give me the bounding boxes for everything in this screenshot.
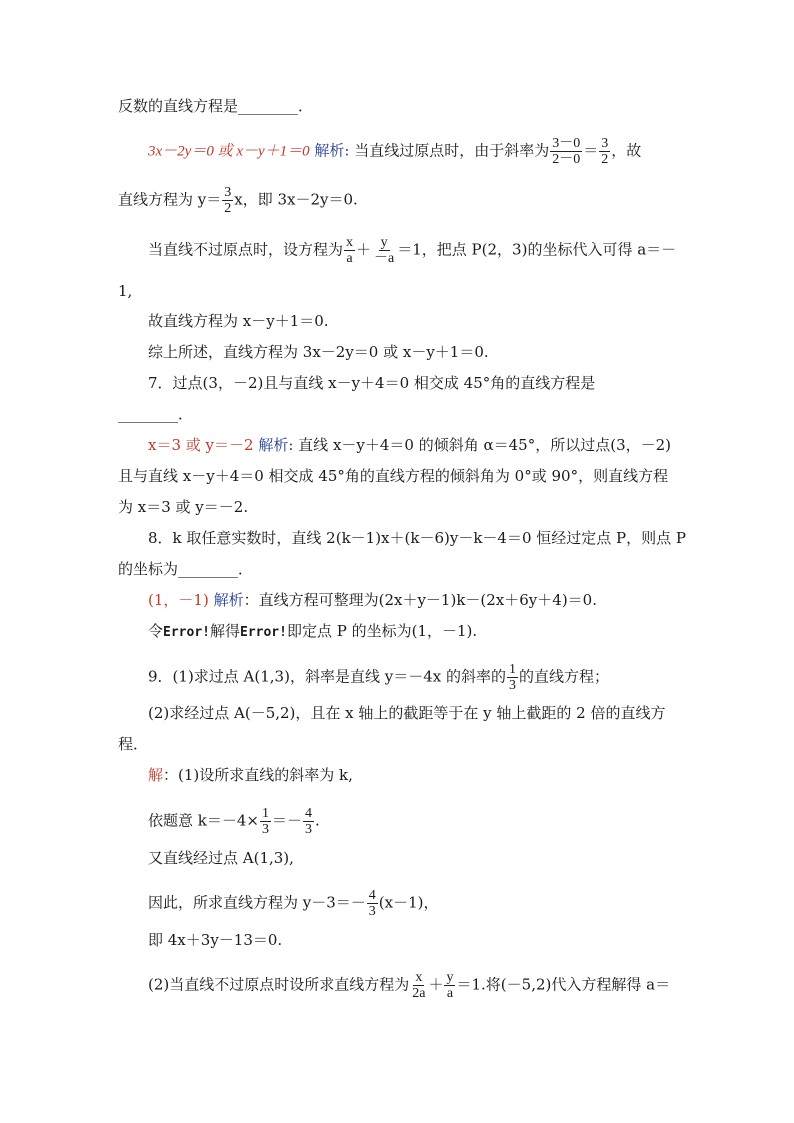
text-line: 直线方程为 y＝ $\frac{3}{2}$ x，即 3x－2y＝0.	[118, 185, 358, 216]
solution-line: 解：(1)设所求直线的斜率为 k,	[148, 766, 353, 784]
fraction: $\frac{y}{a}$	[446, 970, 454, 1001]
error-marker: Error!	[163, 625, 210, 640]
text-line: 故直线方程为 x－y＋1＝0.	[148, 312, 329, 330]
fraction: $\frac{y}{-a}$	[374, 235, 395, 266]
fraction: $\frac{x}{2a}$	[412, 970, 426, 1001]
q6-tail: 反数的直线方程是________．	[118, 97, 314, 115]
slope-fraction: $\frac{3-0}{2-0}$	[552, 136, 581, 167]
text-line: (2)当直线不过原点时设所求直线方程为 $\frac{x}{2a}$ ＋ $\frac{y}{a}$ ＝1.将(－5,2)代入方程解得 a＝	[148, 970, 671, 1001]
text-line: 即 4x＋3y－13＝0.	[148, 931, 283, 949]
solution-label: 解	[148, 766, 164, 784]
text-line: 1,	[118, 282, 133, 300]
q8-answer: (1，－1)	[148, 591, 209, 609]
q8-answer-line: (1，－1) 解析：直线方程可整理为(2x＋y－1)k－(2x＋6y＋4)＝0.	[148, 591, 597, 609]
q6-answer-line: 3x－2y＝0 或 x－y＋1＝0 解析: 当直线过原点时，由于斜率为 $\frac{3-0}{2-0}$ ＝ $\frac{3}{2}$ ，故	[148, 136, 642, 167]
text-line: 的坐标为________．	[118, 560, 254, 578]
analysis-label: 解析	[213, 591, 244, 609]
fraction: $\frac{x}{a}$	[346, 235, 354, 266]
question-7: 7．过点(3，－2)且与直线 x－y＋4＝0 相交成 45°角的直线方程是	[148, 374, 596, 392]
analysis-label: 解析:	[258, 436, 294, 454]
analysis-label: 解析:	[314, 141, 350, 160]
error-marker: Error!	[240, 625, 287, 640]
fraction: $\frac{1}{3}$	[508, 662, 516, 693]
q6-answer: 3x－2y＝0 或 x－y＋1＝0	[148, 143, 310, 160]
text-line: 依题意 k＝－4× $\frac{1}{3}$ ＝－ $\frac{4}{3}$ .	[148, 806, 320, 837]
text-line: 当直线不过原点时，设方程为 $\frac{x}{a}$ ＋ $\frac{y}{-a}$ ＝1，把点 P(2，3)的坐标代入可得 a＝－	[148, 235, 677, 266]
answer-blank: ________．	[118, 405, 194, 423]
fraction: $\frac{4}{3}$	[368, 888, 376, 919]
fraction: $\frac{3}{2}$	[224, 185, 232, 216]
text-line: (2)求经过点 A(－5,2)，且在 x 轴上的截距等于在 y 轴上截距的 2 倍的直线方	[148, 704, 666, 722]
fraction: $\frac{3}{2}$	[601, 136, 609, 167]
text-line: 因此，所求直线方程为 y－3＝－ $\frac{4}{3}$ (x－1)，	[148, 888, 439, 919]
q7-answer-line: x＝3 或 y＝－2 解析: 直线 x－y＋4＝0 的倾斜角 α＝45°，所以过点(3，－2)	[148, 436, 672, 454]
fraction: $\frac{4}{3}$	[305, 806, 312, 837]
text-line: 且与直线 x－y＋4＝0 相交成 45°角的直线方程的倾斜角为 0°或 90°，则直线方程	[118, 467, 669, 485]
text-line: 程．	[118, 735, 149, 753]
question-8: 8．k 取任意实数时，直线 2(k－1)x＋(k－6)y－k－4＝0 恒经过定点 P，则点 P	[148, 529, 686, 547]
text-line: 令Error!解得Error!即定点 P 的坐标为(1，－1).	[148, 622, 478, 640]
question-9: 9．(1)求过点 A(1,3)，斜率是直线 y＝－4x 的斜率的 $\frac{1}{3}$ 的直线方程；	[148, 662, 609, 693]
fraction: $\frac{1}{3}$	[261, 806, 269, 837]
text-line: 综上所述，直线方程为 3x－2y＝0 或 x－y＋1＝0.	[148, 343, 489, 361]
text-line: 又直线经过点 A(1,3),	[148, 849, 294, 867]
text-line: 为 x＝3 或 y＝－2.	[118, 498, 249, 516]
q7-answer: x＝3 或 y＝－2	[148, 436, 254, 454]
